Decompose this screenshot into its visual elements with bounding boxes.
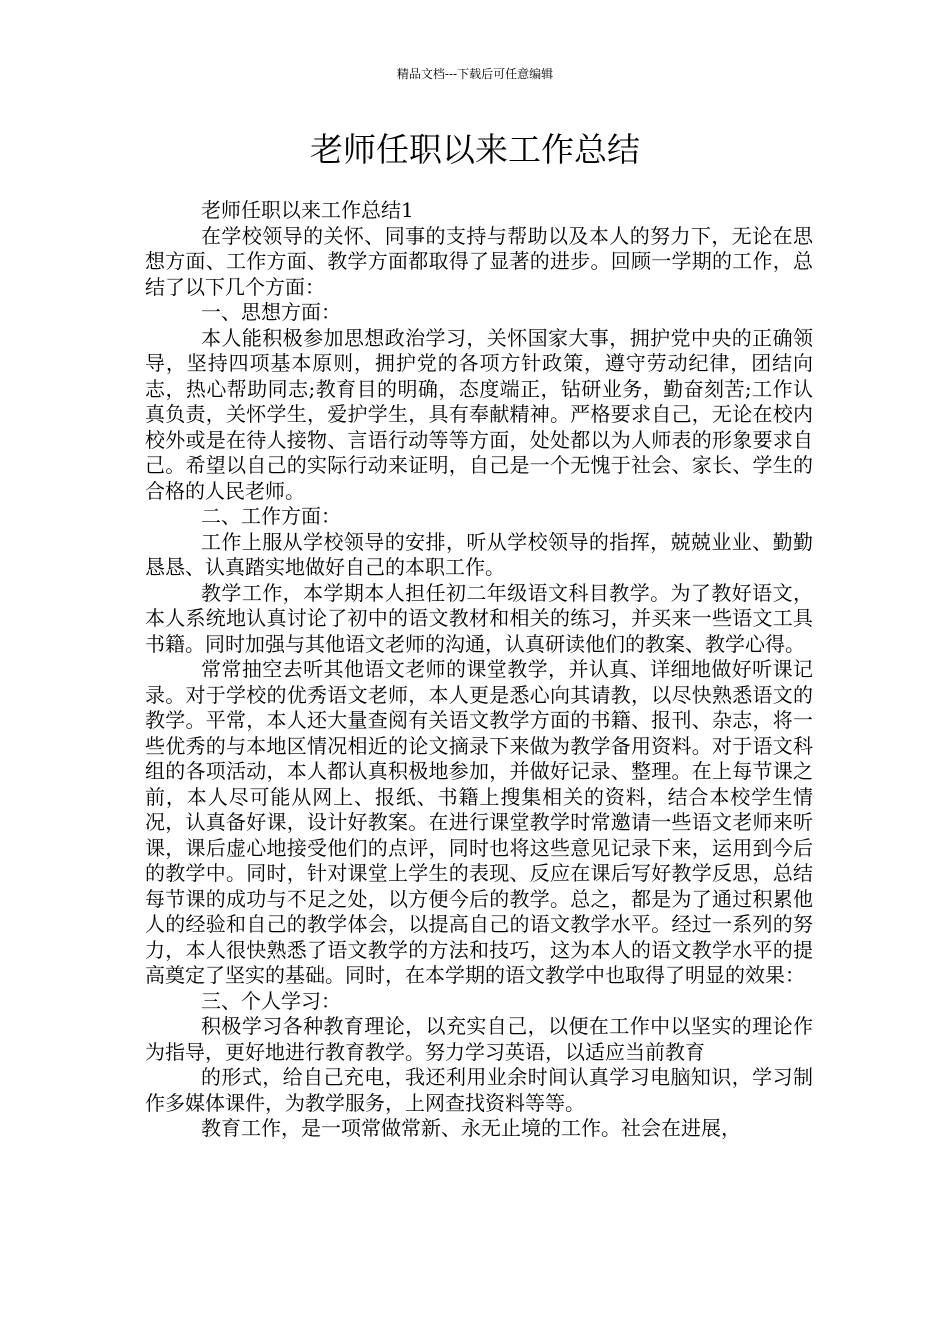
document-body [145,198,813,1142]
paragraph-work-2: 教学工作，本学期本人担任初二年级语文科目教学。为了教好语文，本人系统地认真讨论了初中的语文教材和相关的练习，并买来一些语文工具书籍。同时加强与其他语文老师的沟通，认真研读他们的教案、教学心得。 [145,580,813,656]
document-title: 老师任职以来工作总结 [310,130,640,169]
section-heading-study: 三、个人学习： [201,988,341,1013]
paragraph-thought: 本人能积极参加思想政治学习，关怀国家大事，拥护党中央的正确领导，坚持四项基本原则，拥护党的各项方针政策，遵守劳动纪律，团结向志，热心帮助同志;教育目的明确，态度端正，钻研业务，勤奋刻苦;工作认真负责，关怀学生，爱护学生，具有奉献精神。严格要求自己，无论在校内校外或是在待人接物、言语行动等等方面，处处都以为人师表的形象要求自己。希望以自己的实际行动来证明，自己是一个无愧于社会、家长、学生的合格的人民老师。 [145,325,813,503]
header-note: 精品文档---下载后可任意编辑 [396,67,554,81]
paragraph-subtitle: 老师任职以来工作总结1 [201,198,414,222]
paragraph-study-2: 的形式，给自己充电，我还利用业余时间认真学习电脑知识，学习制作多媒体课件，为教学服务，上网查找资料等等。 [145,1065,813,1115]
section-heading-thought: 一、思想方面： [201,300,341,324]
section-heading-work: 二、工作方面： [201,504,341,528]
paragraph-study-1: 积极学习各种教育理论，以充实自己，以便在工作中以坚实的理论作为指导，更好地进行教育教学。努力学习英语，以适应当前教育 [145,1014,813,1064]
paragraph-work-3: 常常抽空去听其他语文老师的课堂教学，并认真、详细地做好听课记录。对于学校的优秀语文老师，本人更是悉心向其请教，以尽快熟悉语文的教学。平常，本人还大量查阅有关语文教学方面的书籍、报刊、杂志，将一些优秀的与本地区情况相近的论文摘录下来做为教学备用资料。对于语文科组的各项活动，本人都认真积极地参加，并做好记录、整理。在上每节课之前，本人尽可能从网上、报纸、书籍上搜集相关的资料，结合本校学生情况，认真备好课，设计好教案。在进行课堂教学时常邀请一些语文老师来听课，课后虚心地接受他们的点评，同时也将这些意见记录下来，运用到今后的教学中。同时，针对课堂上学生的表现、反应在课后写好教学反思，总结每节课的成功与不足之处，以方便今后的教学。总之，都是为了通过积累他人的经验和自己的教学体会，以提高自己的语文教学水平。经过一系列的努力，本人很快熟悉了语文教学的方法和技巧，这为本人的语文教学水平的提高奠定了坚实的基础。同时，在本学期的语文教学中也取得了明显的效果： [145,657,813,987]
paragraph-closing: 教育工作，是一项常做常新、永无止境的工作。社会在进展， [201,1116,741,1140]
paragraph-work-1: 工作上服从学校领导的安排，听从学校领导的指挥，兢兢业业、勤勤恳恳、认真踏实地做好自己的本职工作。 [145,529,813,579]
paragraph-intro: 在学校领导的关怀、同事的支持与帮助以及本人的努力下，无论在思想方面、工作方面、教学方面都取得了显著的进步。回顾一学期的工作，总结了以下几个方面： [145,223,813,299]
